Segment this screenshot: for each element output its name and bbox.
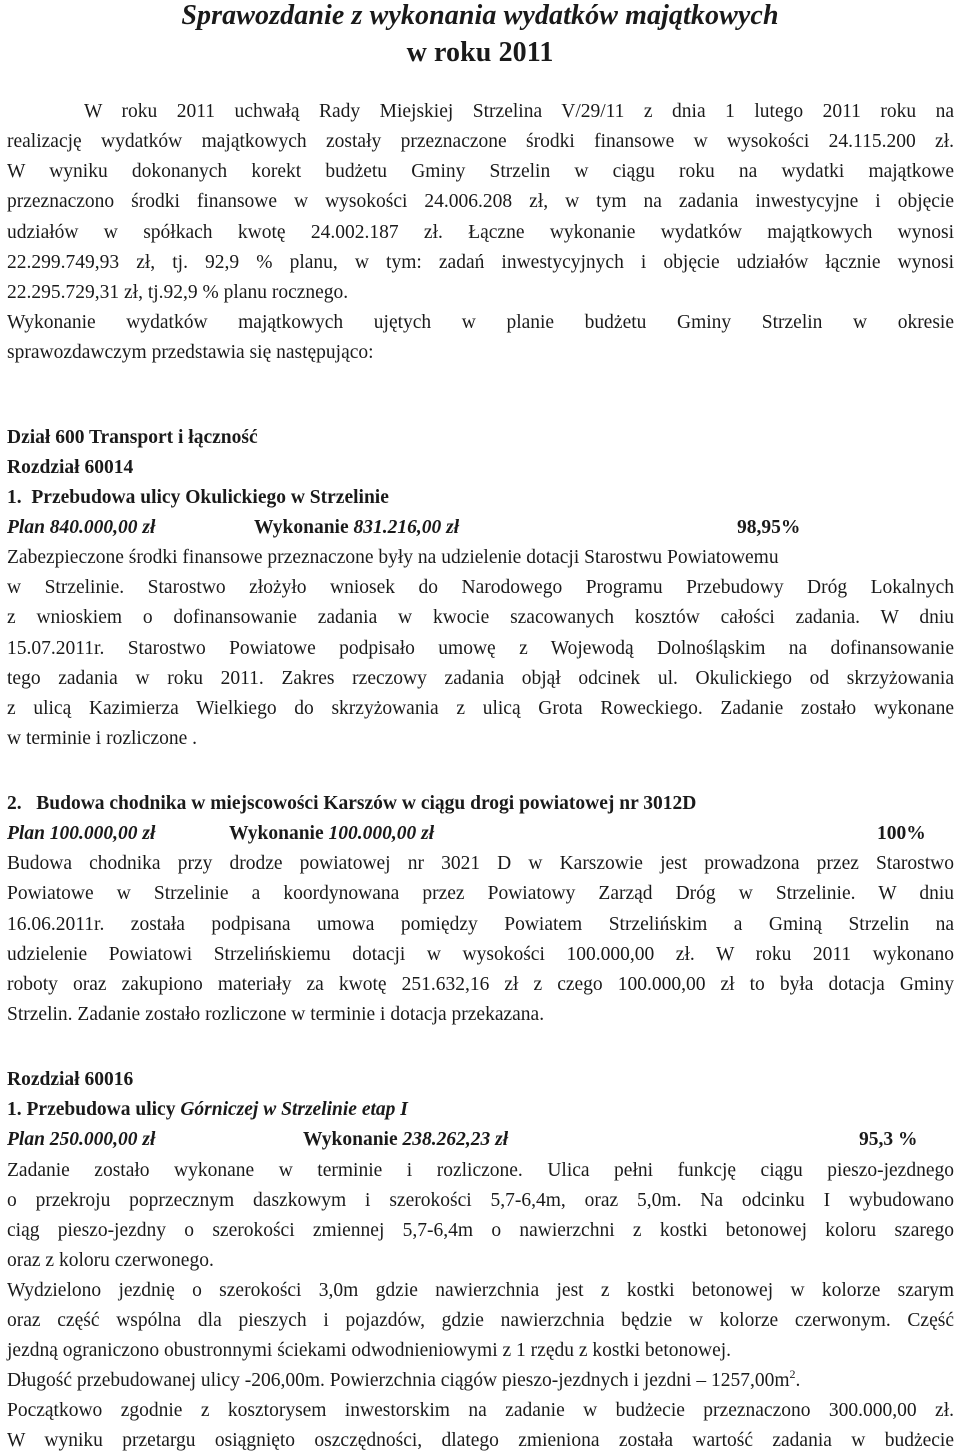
intro-line: 22.299.749,93 zł, tj. 92,9 % planu, w tym: zadań inwestycyjnych i objęcie udziałów łącznie wynosi [7,252,954,273]
plan-amount: Plan 250.000,00 zł [7,1129,156,1150]
task-number: 1. Przebudowa ulicy [7,1099,181,1120]
subsection-heading: Rozdział 60014 [7,457,134,478]
description-tail: . [795,1370,801,1391]
task-description-line: udzielenie Powiatowi Strzelińskiemu dotacji w wysokości 100.000,00 zł. W roku 2011 wykonano [7,944,954,965]
task-description-line: Wydzielono jezdnię o szerokości 3,0m gdzie nawierzchnia jest z kostki betonowej w kolorze szarym [7,1280,954,1301]
intro-line: udziałów w spółkach kwotę 24.002.187 zł. Łączne wykonanie wydatków majątkowych wynosi [7,222,954,243]
task-name: Budowa chodnika w miejscowości Karszów w ciągu drogi powiatowej nr 3012D [36,793,697,814]
task-description-line: 15.07.2011r. Starostwo Powiatowe podpisało umowę z Wojewodą Dolnośląskim na dofinansowanie [7,638,954,659]
execution-amount [229,819,434,849]
task-description-line: W wyniku przetargu osiągnięto oszczędności, dlatego zmieniona została wartość zadania w budżecie [7,1430,954,1451]
task-description-line: Strzelin. Zadanie zostało rozliczone w terminie i dotacja przekazana. [7,1004,545,1025]
execution-amount [254,513,459,543]
intro-line: W wyniku dokonanych korekt budżetu Gminy Strzelin w ciągu roku na wydatki majątkowe [7,161,954,182]
task-description-line: Zabezpieczone środki finansowe przeznaczone były na udzielenie dotacji Starostwu Powiatowemu [7,547,779,568]
section-heading: Dział 600 Transport i łączność [7,427,258,448]
execution-percent: 95,3 % [859,1129,918,1150]
task-description-line: w terminie i rozliczone . [7,728,198,749]
execution-value: 238.262,23 zł [397,1129,509,1150]
task-description-line: oraz część wspólna dla pieszych i pojazdów, gdzie nawierzchnia będzie w kolorze czerwonym. Część [7,1310,954,1331]
task-heading [7,483,954,513]
task-description-line: tego zadania w roku 2011. Zakres rzeczowy zadania objął odcinek ul. Okulickiego od skrzyżowania [7,668,954,689]
intro-line: W roku 2011 uchwałą Rady Miejskiej Strzelina V/29/11 z dnia 1 lutego 2011 roku na [84,101,954,122]
intro-line: realizację wydatków majątkowych zostały przeznaczone środki finansowe w wysokości 24.115.200 zł. [7,131,954,152]
task-description-line: Początkowo zgodnie z kosztorysem inwestorskim na zadanie w budżecie przeznaczono 300.000,00 zł. [7,1400,954,1421]
intro-line: przeznaczono środki finansowe w wysokości 24.006.208 zł, w tym na zadania inwestycyjne i objęcie [7,191,954,212]
task-description-line: Budowa chodnika przy drodze powiatowej nr 3021 D w Karszowie jest prowadzona przez Starostwo [7,853,954,874]
task-description-line: z wnioskiem o dofinansowanie zadania w kwocie szacowanych kosztów całości zadania. W dniu [7,607,954,628]
task-description-line: z ulicą Kazimierza Wielkiego do skrzyżowania z ulicą Grota Roweckiego. Zadanie zostało wykonane [7,698,954,719]
task-description-line: o przekroju poprzecznym daszkowym i szerokości 5,7-6,4m, oraz 5,0m. Na odcinku I wybudowano [7,1190,954,1211]
description-text: Długość przebudowanej ulicy -206,00m. Powierzchnia ciągów pieszo-jezdnych i jezdni – 1257,00m [7,1370,790,1391]
task-description-line: Powiatowe w Strzelinie a koordynowana przez Powiatowy Zarząd Dróg w Strzelinie. W dniu [7,883,954,904]
task-description-line: ciąg pieszo-jezdny o szerokości zmiennej 5,7-6,4m o nawierzchni z kostki betonowej koloru szarego [7,1220,954,1241]
task-description-line: w Strzelinie. Starostwo złożyło wniosek do Narodowego Programu Przebudowy Dróg Lokalnych [7,577,954,598]
task-name: Górniczej w Strzelinie etap I [180,1099,408,1120]
execution-label: Wykonanie [303,1129,398,1150]
task-description-line: 16.06.2011r. została podpisana umowa pomiędzy Powiatem Strzelińskim a Gminą Strzelin na [7,914,954,935]
task-number: 2. [7,793,22,814]
plan-amount: Plan 100.000,00 zł [7,823,156,844]
execution-percent: 100% [877,823,926,844]
intro-line: sprawozdawczym przedstawia się następująco: [7,342,374,363]
task-description-line: roboty oraz zakupiono materiały za kwotę 251.632,16 zł z czego 100.000,00 zł to była dotacja Gminy [7,974,954,995]
document-subtitle: w roku 2011 [406,37,554,68]
execution-label: Wykonanie [229,823,324,844]
subsection-heading: Rozdział 60016 [7,1069,134,1090]
intro-line: 22.295.729,31 zł, tj.92,9 % planu rocznego. [7,282,349,303]
superscript: 2 [789,1366,796,1381]
intro-line: Wykonanie wydatków majątkowych ujętych w planie budżetu Gminy Strzelin w okresie [7,312,954,333]
execution-value: 831.216,00 zł [348,517,460,538]
task-description-line: oraz z koloru czerwonego. [7,1250,214,1271]
execution-value: 100.000,00 zł [323,823,435,844]
task-number: 1. [7,487,22,508]
execution-label: Wykonanie [254,517,349,538]
task-heading [7,789,954,819]
plan-amount: Plan 840.000,00 zł [7,517,156,538]
task-description-line: jezdną ograniczono obustronnymi ściekami odwodnieniowymi z 1 rzędu z kostki betonowej. [7,1340,732,1361]
task-description-line [7,1366,954,1396]
document-title: Sprawozdanie z wykonania wydatków majątkowych [181,0,779,31]
task-name: Przebudowa ulicy Okulickiego w Strzelinie [31,487,389,508]
execution-amount [303,1125,508,1155]
task-description-line: Zadanie zostało wykonane w terminie i rozliczone. Ulica pełni funkcję ciągu pieszo-jezdnego [7,1160,954,1181]
execution-percent: 98,95% [737,517,801,538]
task-heading [7,1095,954,1125]
